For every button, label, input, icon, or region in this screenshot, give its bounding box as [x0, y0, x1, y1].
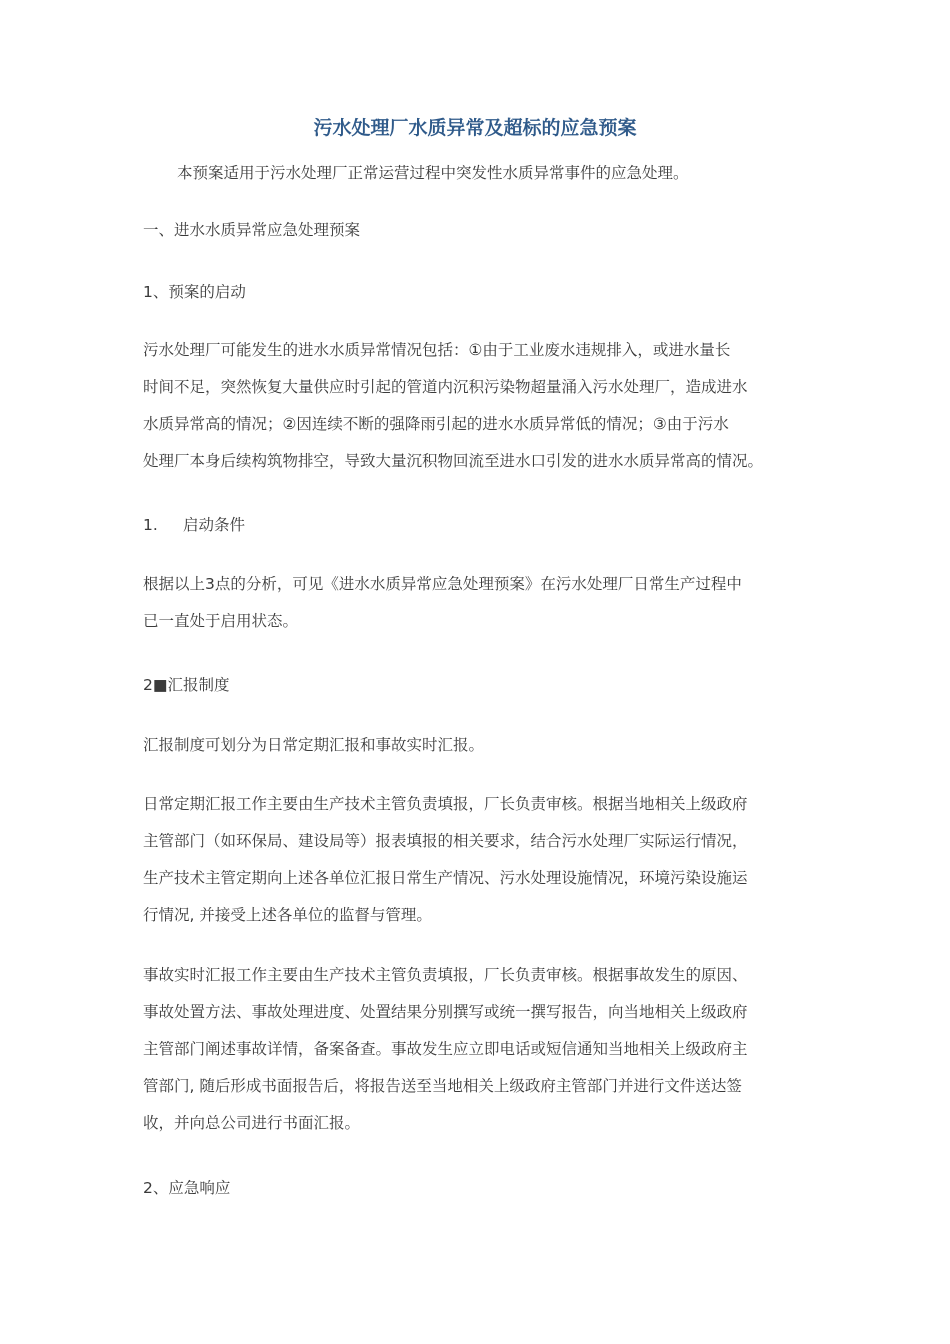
situations-line: 污水处理厂可能发生的进水水质异常情况包括：①由于工业废水违规排入，或进水量长: [143, 341, 731, 359]
incident-report-paragraph: [143, 957, 823, 1142]
intro-paragraph: 本预案适用于污水处理厂正常运营过程中突发性水质异常事件的应急处理。: [177, 164, 689, 182]
subsection-3-heading: 2、应急响应: [143, 1179, 231, 1197]
startup-conditions-heading: [143, 507, 823, 544]
incident-report-line: 事故处置方法、事故处理进度、处置结果分别撰写或统一撰写报告，向当地相关上级政府: [143, 1003, 748, 1021]
daily-report-line: 行情况, 并接受上述各单位的监督与管理。: [143, 906, 432, 924]
analysis-paragraph: [143, 566, 823, 640]
report-intro-paragraph: 汇报制度可划分为日常定期汇报和事故实时汇报。: [143, 736, 485, 754]
situations-line: 水质异常高的情况；②因连续不断的强降雨引起的进水水质异常低的情况；③由于污水: [143, 415, 729, 433]
situations-paragraph: [143, 332, 823, 480]
startup-number: 1.: [143, 516, 158, 534]
daily-report-line: 日常定期汇报工作主要由生产技术主管负责填报，厂长负责审核。根据当地相关上级政府: [143, 795, 748, 813]
daily-report-line: 生产技术主管定期向上述各单位汇报日常生产情况、污水处理设施情况，环境污染设施运: [143, 869, 748, 887]
incident-report-line: 事故实时汇报工作主要由生产技术主管负责填报，厂长负责审核。根据事故发生的原因、: [143, 966, 748, 984]
incident-report-line: 收，并向总公司进行书面汇报。: [143, 1114, 361, 1132]
daily-report-paragraph: [143, 786, 823, 934]
document-title: 污水处理厂水质异常及超标的应急预案: [313, 117, 637, 139]
incident-report-line: 管部门, 随后形成书面报告后，将报告送至当地相关上级政府主管部门并进行文件送达签: [143, 1077, 742, 1095]
subsection-1-heading: 1、预案的启动: [143, 283, 246, 301]
incident-report-line: 主管部门阐述事故详情，备案备查。事故发生应立即电话或短信通知当地相关上级政府主: [143, 1040, 748, 1058]
startup-label: 启动条件: [183, 516, 246, 534]
section-1-heading: 一、进水水质异常应急处理预案: [143, 221, 361, 239]
analysis-line: 已一直处于启用状态。: [143, 612, 299, 630]
subsection-2-heading: 2■汇报制度: [143, 676, 230, 694]
daily-report-line: 主管部门（如环保局、建设局等）报表填报的相关要求，结合污水处理厂实际运行情况，: [143, 832, 748, 850]
situations-line: 处理厂本身后续构筑物排空，导致大量沉积物回流至进水口引发的进水水质异常高的情况。: [143, 452, 764, 470]
situations-line: 时间不足，突然恢复大量供应时引起的管道内沉积污染物超量涌入污水处理厂，造成进水: [143, 378, 748, 396]
analysis-line: 根据以上3点的分析，可见《进水水质异常应急处理预案》在污水处理厂日常生产过程中: [143, 575, 742, 593]
